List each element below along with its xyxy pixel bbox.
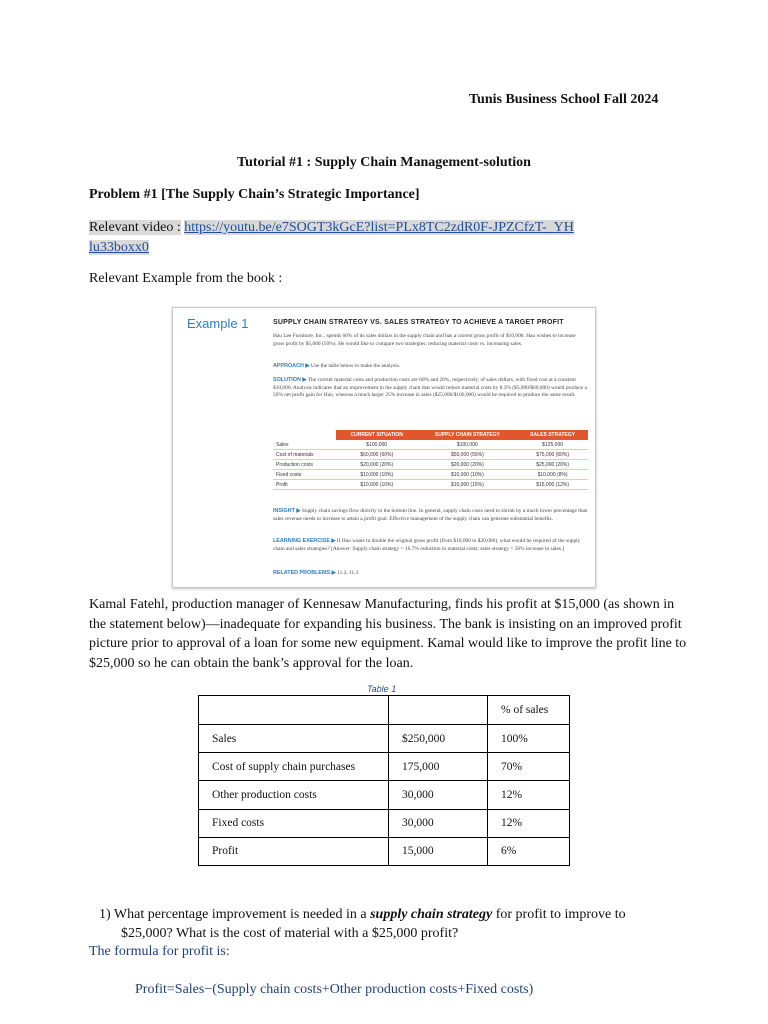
table-cell: 70% [488,753,570,781]
table-row [199,753,570,781]
example-table-cell: $100,000 [418,440,518,450]
table-row [199,837,570,865]
table-cell: 15,000 [389,837,488,865]
example-table-cell: $10,000 (10%) [336,470,418,480]
table-cell [389,696,488,725]
example-table-row [273,470,588,480]
question-1: 1) What percentage improvement is needed in a supply chain strategy for profit to improve to $25,000? What is the cost of material with a $25,000 profit? [99,907,626,941]
video-label: Relevant video : [89,220,181,235]
example-solution: SOLUTION ▶ The current material costs and production costs are 60% and 20%, respectively, of sales dollars, with fixed cost at a constant $10,000. Analysis indicates that an improvement in the supply chain that would reduce material costs by 8.3% ($5,000/$60,000) would produce a 50% net profit gain for Hau, whereas a much larger 25% increase in sales ($25,000/$100,000) would be required to produce the same result. [273,377,587,399]
example-table [273,430,588,490]
example-table-cell: Sales [273,440,336,450]
table-cell: 30,000 [389,809,488,837]
video-link[interactable]: https://youtu.be/e7SOGT3kGcE?list=PLx8TC2zdR0F-JPZCfzT-_YH lu33boxx0 [89,220,574,255]
table-cell: 12% [488,809,570,837]
example-tag: Example 1 [187,316,249,331]
example-table-cell: $10,000 (10%) [336,480,418,490]
problem-statement: Kamal Fatehl, production manager of Kennesaw Manufacturing, finds his profit at $15,000 (as shown in the statement below)—inadequate for expanding his business. The bank is insisting on an improved profit picture prior to approval of a loan for some new equipment. Kamal would like to improve the profit line to $25,000 so he can obtain the bank’s approval for the loan. [89,597,687,671]
table-cell: Sales [199,725,389,753]
table-cell [199,696,389,725]
example-table-header: SALES STRATEGY [517,430,588,440]
example-table-cell: Cost of materials [273,450,336,460]
example-table-cell: $10,000 (10%) [418,470,518,480]
profit-table [198,695,570,866]
table-cell: $250,000 [389,725,488,753]
example-table-cell: $15,000 (12%) [517,480,588,490]
example-table-cell: $25,000 (20%) [517,460,588,470]
example-table-cell: $15,000 (15%) [418,480,518,490]
example-approach: APPROACH ▶ Use the table below to make the analysis. [273,363,401,369]
example-table-cell: $55,000 (55%) [418,450,518,460]
relevant-video [89,218,629,258]
profit-formula: Profit=Sales−(Supply chain costs+Other production costs+Fixed costs) [135,982,534,997]
example-intro: Hau Lee Furniture, Inc., spends 60% of its sales dollars in the supply chain and has a current gross profit of $10,000. Hau wishes to increase gross profit by $5,000 (50%). He would like to compare two strategies: reducing material costs vs. increasing sales. [273,333,576,347]
table-cell: 30,000 [389,781,488,809]
table-cell: 100% [488,725,570,753]
table-cell: % of sales [488,696,570,725]
example-heading: SUPPLY CHAIN STRATEGY VS. SALES STRATEGY TO ACHIEVE A TARGET PROFIT [273,319,564,326]
problem-heading: Problem #1 [The Supply Chain’s Strategic Importance] [89,187,420,202]
table-cell: Fixed costs [199,809,389,837]
example-label: Relevant Example from the book : [89,271,283,286]
page-title: Tutorial #1 : Supply Chain Management-solution [237,155,531,170]
table-row [199,781,570,809]
example-table-header: CURRENT SITUATION [336,430,418,440]
school-header: Tunis Business School Fall 2024 [469,92,659,107]
book-example-image [172,307,596,588]
example-learning-exercise: LEARNING EXERCISE ▶ If Hau wants to double the original gross profit (from $10,000 to $20,000), what would be required of the supply chain and sales strategies? [Answer: Supply chain strategy = 16.7% reduction in material costs; sales strategy = 50% increase in sales.] [273,538,581,552]
table-row [199,725,570,753]
example-table-cell: $60,000 (60%) [336,450,418,460]
example-table-row [273,440,588,450]
example-table-cell: $100,000 [336,440,418,450]
table-caption: Table 1 [367,684,397,694]
example-table-row [273,480,588,490]
example-table-header: SUPPLY CHAIN STRATEGY [418,430,518,440]
table-row [199,809,570,837]
example-table-header [273,430,336,440]
table-cell: Profit [199,837,389,865]
example-table-row [273,450,588,460]
table-cell: Other production costs [199,781,389,809]
example-table-cell: $20,000 (20%) [418,460,518,470]
table-cell: Cost of supply chain purchases [199,753,389,781]
example-table-cell: Production costs [273,460,336,470]
table-header-row [199,696,570,725]
example-related-problems: RELATED PROBLEMS ▶ 11.2, 11.3 [273,570,359,576]
question-emphasis: supply chain strategy [370,907,493,922]
table-cell: 12% [488,781,570,809]
formula-label: The formula for profit is: [89,944,230,959]
example-table-cell: Profit [273,480,336,490]
example-table-cell: $125,000 [517,440,588,450]
table-cell: 175,000 [389,753,488,781]
example-table-cell: $75,000 (60%) [517,450,588,460]
example-table-row [273,460,588,470]
example-table-cell: $10,000 (8%) [517,470,588,480]
example-insight: INSIGHT ▶ Supply chain savings flow directly to the bottom line. In general, supply chain costs need to shrink by a much lower percentage than sales revenue needs to increase to attain a profit goal. Effective management of the supply chain can generate substantial benefits. [273,508,588,522]
table-cell: 6% [488,837,570,865]
example-table-cell: $20,000 (20%) [336,460,418,470]
example-table-cell: Fixed costs [273,470,336,480]
